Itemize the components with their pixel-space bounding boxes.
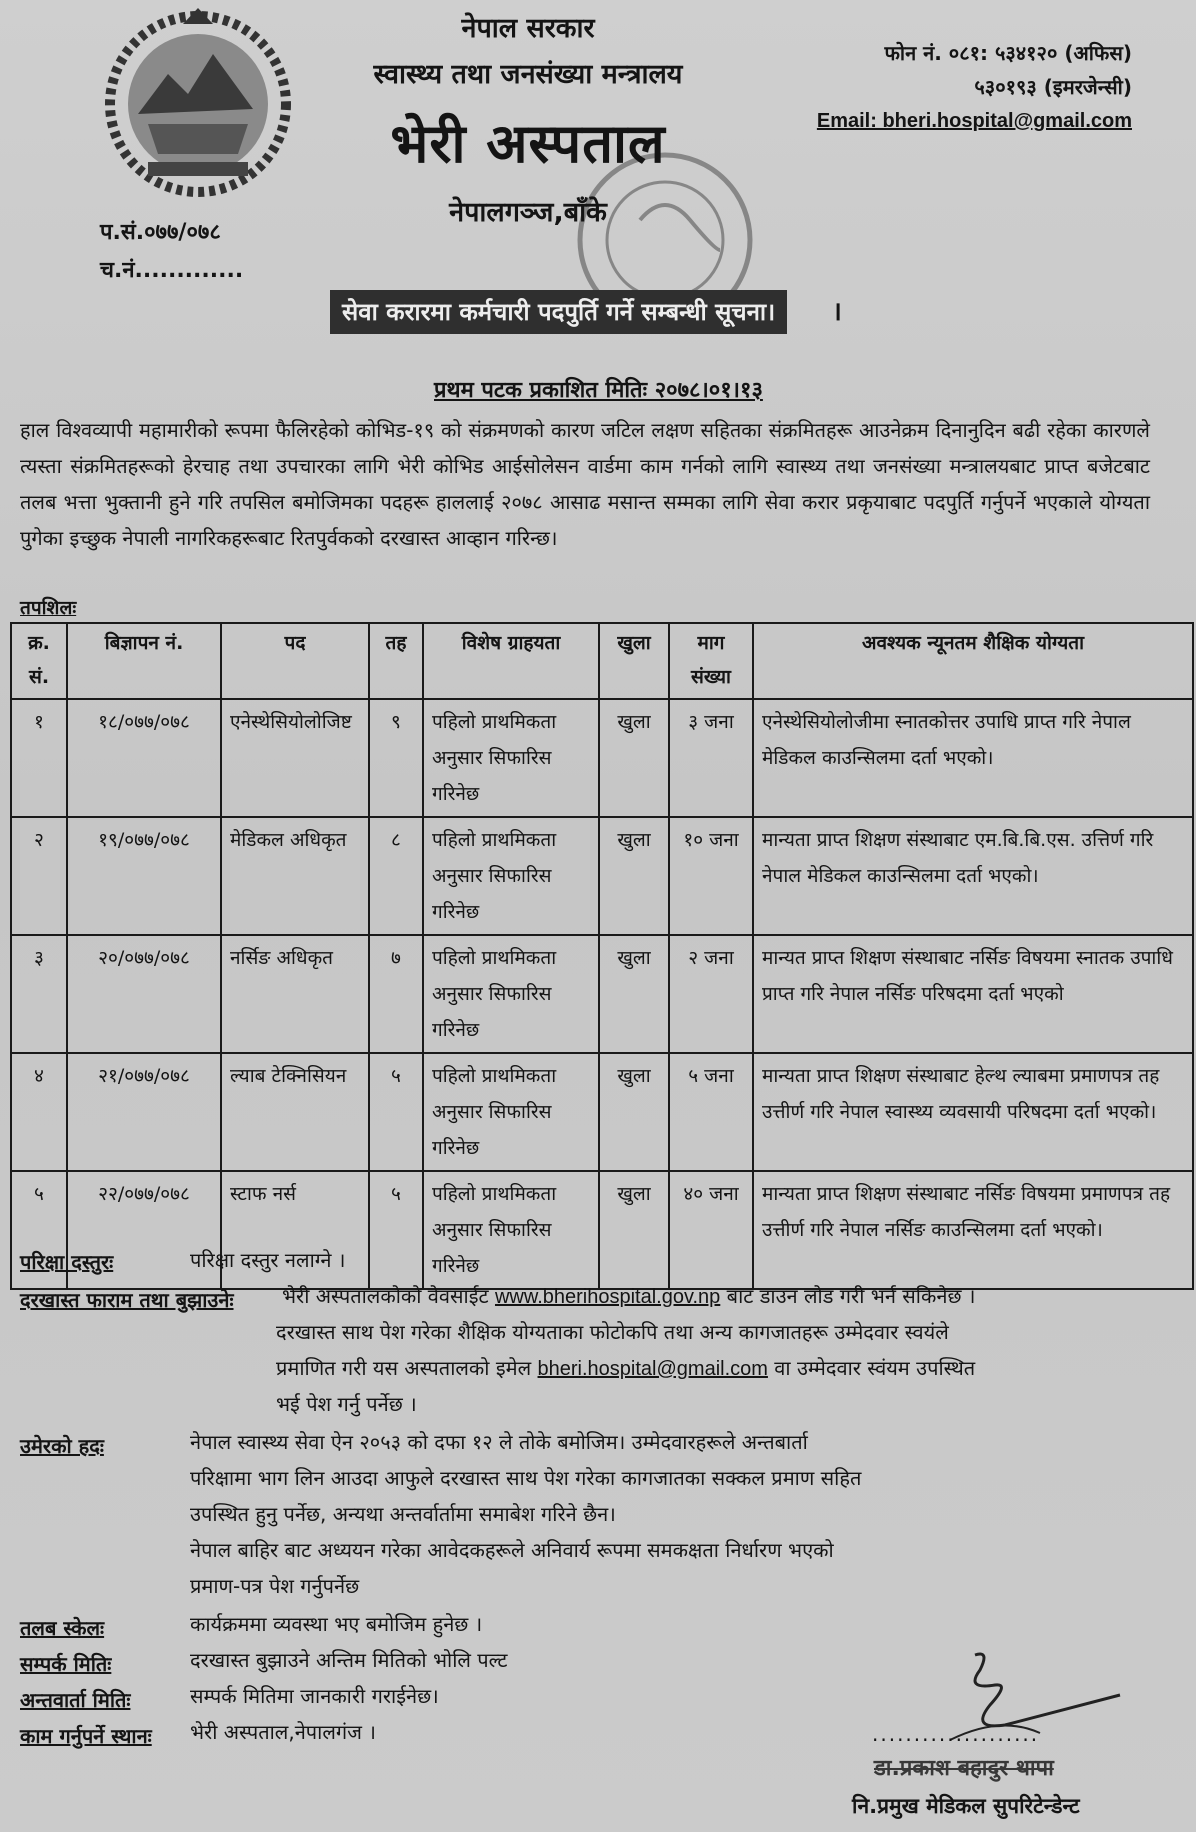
cell-ad-no: १८/०७७/०७८ [67,699,221,817]
form-line-4: भई पेश गर्नु पर्नेछ । [276,1392,417,1416]
cell-open: खुला [599,1053,669,1171]
workplace-value: भेरी अस्पताल,नेपालगंज । [190,1720,376,1744]
cell-preference: पहिलो प्राथमिकता अनुसार सिफारिस गरिनेछ [423,1171,599,1289]
workplace-label: काम गर्नुपर्ने स्थानः [20,1724,152,1748]
fee-label: परिक्षा दस्तुरः [20,1250,114,1274]
email-address[interactable]: Email: bheri.hospital@gmail.com [816,110,1132,132]
dispatch-number: च.नं............. [100,258,244,283]
notice-title: सेवा करारमा कर्मचारी पदपुर्ति गर्ने सम्बन्धी सूचना। [330,290,787,334]
age-line-1: नेपाल स्वास्थ्य सेवा ऐन २०५३ को दफा १२ ले तोके बमोजिम। उम्मेदवारहरूले अन्तबार्ता [190,1430,808,1454]
phone-emergency: ५३०१९३ (इमरजेन्सी) [974,75,1132,99]
signature-dots: .................... [872,1722,1040,1746]
cell-demand: ३ जना [669,699,753,817]
cell-post: नर्सिङ अधिकृत [221,935,369,1053]
cell-demand: २ जना [669,935,753,1053]
cell-ad-no: १९/०७७/०७८ [67,817,221,935]
col-header-post: पद [221,623,369,699]
cell-open: खुला [599,699,669,817]
cell-qualification: मान्यता प्राप्त शिक्षण संस्थाबाट नर्सिङ विषयमा प्रमाणपत्र तह उत्तीर्ण गरि नेपाल नर्सिङ काउन्सिलमा दर्ता भएको। [753,1171,1193,1289]
cell-ad-no: २०/०७७/०७८ [67,935,221,1053]
col-header-demand: माग संख्या [669,623,753,699]
cell-post: एनेस्थेसियोलोजिष्ट [221,699,369,817]
cell-demand: ५ जना [669,1053,753,1171]
details-heading: तपशिलः [20,597,77,619]
cell-sn: १ [11,699,67,817]
cell-open: खुला [599,935,669,1053]
cell-level: ८ [369,817,423,935]
table-header-row [11,623,1193,699]
form-text-a: भेरी अस्पतालकोको वेवसाईट [282,1284,489,1308]
col-header-preference: विशेष ग्राहयता [423,623,599,699]
cell-sn: ३ [11,935,67,1053]
col-header-open: खुला [599,623,669,699]
age-line-2: परिक्षामा भाग लिन आउदा आफुले दरखास्त साथ पेश गरेका कागजातका सक्कल प्रमाण सहित [190,1466,862,1490]
cell-sn: ५ [11,1171,67,1289]
form-text-b: बाट डाउन लोड गरी भर्न सकिनेछ । [726,1284,976,1308]
salary-label: तलब स्केलः [20,1616,105,1640]
table-row [11,1171,1193,1289]
cell-level: ५ [369,1053,423,1171]
publication-date: प्रथम पटक प्रकाशित मितिः २०७८।०१।१३ [434,378,763,403]
notice-title-mark: । [832,297,842,327]
contact-block [817,36,1132,138]
form-line-3 [276,1350,975,1387]
form-line-3-b: वा उम्मेदवार स्वंयम उपस्थित [774,1356,976,1380]
col-header-qualification: अवश्यक न्यूनतम शैक्षिक योग्यता [753,623,1193,699]
email-link[interactable]: bheri.hospital@gmail.com [537,1358,768,1380]
cell-qualification: मान्यता प्राप्त शिक्षण संस्थाबाट हेल्थ ल्याबमा प्रमाणपत्र तह उत्तीर्ण गरि नेपाल स्वास्थ्य व्यवसायी परिषदमा दर्ता भएको। [753,1053,1193,1171]
col-header-level: तह [369,623,423,699]
hospital-location: नेपालगञ्ज,बाँके [449,197,607,228]
phone-office: फोन नं. ०८१: ५३४१२० (अफिस) [884,41,1132,65]
vacancy-table [10,622,1194,1290]
cell-qualification: मान्यत प्राप्त शिक्षण संस्थाबाट नर्सिङ विषयमा स्नातक उपाधि प्राप्त गरि नेपाल नर्सिङ परिषदमा दर्ता भएको [753,935,1193,1053]
cell-qualification: मान्यता प्राप्त शिक्षण संस्थाबाट एम.बि.बि.एस. उत्तिर्ण गरि नेपाल मेडिकल काउन्सिलमा दर्ता भएको। [753,817,1193,935]
cell-post: ल्याब टेक्निसियन [221,1053,369,1171]
contact-date-label: सम्पर्क मितिः [20,1652,112,1676]
form-line-2: दरखास्त साथ पेश गरेका शैक्षिक योग्यताका फोटोकपि तथा अन्य कागजातहरू उम्मेदवार स्वयंले [276,1320,949,1344]
age-line-5: प्रमाण-पत्र पेश गर्नुपर्नेछ [190,1574,360,1598]
cell-preference: पहिलो प्राथमिकता अनुसार सिफारिस गरिनेछ [423,1053,599,1171]
cell-preference: पहिलो प्राथमिकता अनुसार सिफारिस गरिनेछ [423,699,599,817]
table-row [11,699,1193,817]
form-line-3-a: प्रमाणित गरी यस अस्पतालको इमेल [276,1356,532,1380]
cell-preference: पहिलो प्राथमिकता अनुसार सिफारिस गरिनेछ [423,817,599,935]
reference-number: प.सं.०७७/०७८ [100,220,221,245]
interview-date-value: सम्पर्क मितिमा जानकारी गराईनेछ। [190,1684,439,1708]
salary-value: कार्यक्रममा व्यवस्था भए बमोजिम हुनेछ । [190,1612,483,1636]
cell-demand: ४० जना [669,1171,753,1289]
cell-ad-no: २१/०७७/०७८ [67,1053,221,1171]
cell-sn: २ [11,817,67,935]
table-row [11,1053,1193,1171]
table-row [11,935,1193,1053]
fee-value: परिक्षा दस्तुर नलाग्ने । [190,1248,346,1272]
reference-block [100,214,243,290]
signatory-name: डा.प्रकाश बहादुर थापा [874,1756,1054,1781]
cell-qualification: एनेस्थेसियोलोजीमा स्नातकोत्तर उपाधि प्राप्त गरि नेपाल मेडिकल काउन्सिलमा दर्ता भएको। [753,699,1193,817]
cell-preference: पहिलो प्राथमिकता अनुसार सिफारिस गरिनेछ [423,935,599,1053]
cell-open: खुला [599,817,669,935]
intro-paragraph: हाल विश्वव्यापी महामारीको रूपमा फैलिरहेको कोभिड-१९ को संक्रमणको कारण जटिल लक्षण सहितका संक्रमितहरू आउनेक्रम दिनानुदिन बढी रहेका कारणले त्यस्ता संक्रमितहरूको हेरचाह तथा उपचारका लागि भेरी कोभिड आईसोलेसन वार्डमा काम गर्नको लागि स्वास्थ्य तथा जनसंख्या मन्त्रालयबाट प्राप्त बजेटबाट तलब भत्ता भुक्तानी हुने गरि तपसिल बमोजिमका पदहरू हाललाई २०७८ आसाढ मसान्त सम्मका लागि सेवा करार प्रकृयाबाट पदपुर्ति गर्नुपर्ने भएकाले योग्यता पुगेका इच्छुक नेपाली नागरिकहरूबाट रितपुर्वकको दरखास्त आव्हान गरिन्छ। [20,418,1150,550]
cell-post: स्टाफ नर्स [221,1171,369,1289]
interview-date-label: अन्तवार्ता मितिः [20,1688,131,1712]
age-label: उमेरको हदः [20,1434,104,1458]
cell-post: मेडिकल अधिकृत [221,817,369,935]
table-row [11,817,1193,935]
cell-level: ७ [369,935,423,1053]
age-line-3: उपस्थित हुनु पर्नेछ, अन्यथा अन्तर्वार्तामा समाबेश गरिने छैन। [190,1502,616,1526]
hospital-name: भेरी अस्पताल [390,112,666,175]
col-header-ad-no: बिज्ञापन नं. [67,623,221,699]
website-link[interactable]: www.bherihospital.gov.np [494,1286,721,1308]
col-header-sn: क्र. सं. [11,623,67,699]
government-name: नेपाल सरकार [461,13,595,44]
form-label: दरखास्त फाराम तथा बुझाउनेः [20,1288,234,1312]
cell-sn: ४ [11,1053,67,1171]
form-line-1 [282,1278,975,1315]
cell-level: ९ [369,699,423,817]
cell-open: खुला [599,1171,669,1289]
age-line-4: नेपाल बाहिर बाट अध्ययन गरेका आवेदकहरूले अनिवार्य रूपमा समकक्षता निर्धारण भएको [190,1538,834,1562]
cell-demand: १० जना [669,817,753,935]
contact-date-value: दरखास्त बुझाउने अन्तिम मितिको भोलि पल्ट [190,1648,508,1672]
signatory-designation: नि.प्रमुख मेडिकल सुपरिटेन्डेन्ट [852,1794,1080,1818]
ministry-name: स्वास्थ्य तथा जनसंख्या मन्त्रालय [373,59,683,90]
cell-ad-no: २२/०७७/०७८ [67,1171,221,1289]
cell-level: ५ [369,1171,423,1289]
